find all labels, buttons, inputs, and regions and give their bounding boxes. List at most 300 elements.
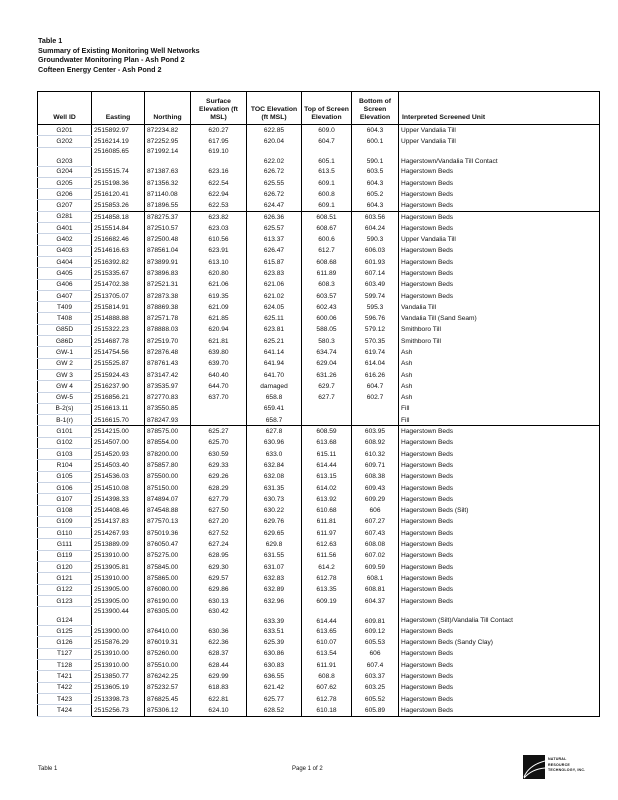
cell-easting: 2513905.00: [92, 584, 145, 595]
cell-well-id: GW 4: [38, 381, 92, 392]
cell-bottom-of-screen: 601.93: [352, 256, 399, 267]
table-row: [38, 693, 600, 704]
table-row: [38, 705, 600, 716]
cell-top-of-screen: 609.19: [302, 595, 352, 606]
cell-screened-unit: Hagerstown Beds: [399, 561, 600, 572]
cell-bottom-of-screen: 607.27: [352, 516, 399, 527]
cell-bottom-of-screen: 603.5: [352, 166, 399, 177]
cell-easting: 2513905.00: [92, 595, 145, 606]
cell-northing: 878869.38: [145, 302, 191, 313]
cell-screened-unit: Hagerstown Beds: [399, 279, 600, 290]
cell-well-id: G123: [38, 595, 92, 606]
cell-screened-unit: Upper Vandalia Till: [399, 136, 600, 147]
cell-screened-unit: Ash: [399, 369, 600, 380]
cell-toc-elevation: damaged: [247, 381, 302, 392]
cell-well-id: G203: [38, 147, 92, 166]
cell-well-id: G403: [38, 245, 92, 256]
cell-well-id: G86D: [38, 336, 92, 347]
cell-easting: 2516120.41: [92, 189, 145, 200]
table-row: [38, 561, 600, 572]
cell-bottom-of-screen: 608.92: [352, 437, 399, 448]
cell-toc-elevation: 636.55: [247, 671, 302, 682]
col-header-screened-unit: Interpreted Screened Unit: [399, 92, 600, 125]
cell-screened-unit: Ash: [399, 358, 600, 369]
table-row: [38, 539, 600, 550]
cell-northing: 872500.48: [145, 234, 191, 245]
cell-well-id: G85D: [38, 324, 92, 335]
cell-toc-elevation: 628.52: [247, 705, 302, 716]
cell-toc-elevation: 624.47: [247, 200, 302, 211]
logo-text: NATURAL RESOURCE TECHNOLOGY, INC.: [548, 757, 586, 772]
table-row: [38, 550, 600, 561]
cell-well-id: GW 3: [38, 369, 92, 380]
cell-easting: 2515892.97: [92, 125, 145, 136]
cell-easting: 2513910.00: [92, 573, 145, 584]
table-row: [38, 528, 600, 539]
cell-toc-elevation: 621.06: [247, 279, 302, 290]
col-header-easting: Easting: [92, 92, 145, 125]
table-row: [38, 584, 600, 595]
table-row: [38, 211, 600, 222]
table-row: [38, 682, 600, 693]
cell-screened-unit: Hagerstown/Vandalia Till Contact: [399, 147, 600, 166]
table-row: [38, 358, 600, 369]
cell-well-id: G122: [38, 584, 92, 595]
cell-surface-elevation: 625.70: [191, 437, 247, 448]
cell-surface-elevation: 628.44: [191, 660, 247, 671]
cell-surface-elevation: 640.40: [191, 369, 247, 380]
cell-northing: 878200.00: [145, 449, 191, 460]
cell-top-of-screen: 611.81: [302, 516, 352, 527]
table-row: [38, 671, 600, 682]
cell-surface-elevation: 627.50: [191, 505, 247, 516]
cell-easting: 2514687.78: [92, 336, 145, 347]
cell-surface-elevation: 637.70: [191, 392, 247, 403]
cell-easting: 2515525.87: [92, 358, 145, 369]
table-row: [38, 189, 600, 200]
company-logo: [523, 755, 591, 779]
cell-easting: 2514520.93: [92, 449, 145, 460]
table-row: [38, 460, 600, 471]
cell-well-id: G119: [38, 550, 92, 561]
cell-northing: 871992.14: [145, 147, 191, 166]
cell-easting: 2514137.83: [92, 516, 145, 527]
cell-toc-elevation: 625.39: [247, 637, 302, 648]
table-row: [38, 313, 600, 324]
cell-top-of-screen: 607.62: [302, 682, 352, 693]
cell-easting: 2515853.26: [92, 200, 145, 211]
col-header-bottom-of-screen: Bottom of Screen Elevation: [352, 92, 399, 125]
cell-easting: 2514754.56: [92, 347, 145, 358]
cell-top-of-screen: 608.8: [302, 671, 352, 682]
cell-screened-unit: Hagerstown Beds: [399, 460, 600, 471]
cell-surface-elevation: 610.56: [191, 234, 247, 245]
table-row: [38, 494, 600, 505]
cell-bottom-of-screen: 607.02: [352, 550, 399, 561]
cell-northing: 876410.00: [145, 626, 191, 637]
cell-well-id: T408: [38, 313, 92, 324]
cell-northing: 875865.00: [145, 573, 191, 584]
cell-easting: 2516613.11: [92, 403, 145, 414]
cell-easting: 2513398.73: [92, 693, 145, 704]
cell-well-id: G107: [38, 494, 92, 505]
cell-easting: 2514398.33: [92, 494, 145, 505]
cell-toc-elevation: 633.0: [247, 449, 302, 460]
cell-toc-elevation: 630.22: [247, 505, 302, 516]
table-row: [38, 660, 600, 671]
cell-northing: 872521.31: [145, 279, 191, 290]
cell-bottom-of-screen: 609.81: [352, 607, 399, 626]
cell-toc-elevation: 632.89: [247, 584, 302, 595]
cell-screened-unit: Hagerstown Beds: [399, 584, 600, 595]
cell-toc-elevation: 631.07: [247, 561, 302, 572]
cell-easting: 2515814.91: [92, 302, 145, 313]
cell-top-of-screen: 612.7: [302, 245, 352, 256]
cell-easting: 2515322.23: [92, 324, 145, 335]
cell-screened-unit: Smithboro Till: [399, 324, 600, 335]
cell-bottom-of-screen: 608.08: [352, 539, 399, 550]
cell-well-id: G108: [38, 505, 92, 516]
cell-top-of-screen: 613.68: [302, 437, 352, 448]
cell-surface-elevation: 622.54: [191, 177, 247, 188]
cell-surface-elevation: 639.80: [191, 347, 247, 358]
cell-surface-elevation: 617.95: [191, 136, 247, 147]
cell-top-of-screen: 629.04: [302, 358, 352, 369]
cell-toc-elevation: 623.81: [247, 324, 302, 335]
cell-top-of-screen: 610.18: [302, 705, 352, 716]
cell-surface-elevation: 620.80: [191, 268, 247, 279]
cell-bottom-of-screen: 605.89: [352, 705, 399, 716]
cell-well-id: G124: [38, 607, 92, 626]
footer-table-label: Table 1: [38, 766, 58, 772]
cell-easting: 2513889.09: [92, 539, 145, 550]
cell-northing: 875019.36: [145, 528, 191, 539]
cell-easting: 2514503.40: [92, 460, 145, 471]
cell-toc-elevation: 626.36: [247, 211, 302, 222]
cell-northing: 876080.00: [145, 584, 191, 595]
cell-toc-elevation: 630.96: [247, 437, 302, 448]
cell-surface-elevation: 629.99: [191, 671, 247, 682]
cell-screened-unit: Hagerstown Beds: [399, 189, 600, 200]
cell-surface-elevation: 622.36: [191, 637, 247, 648]
cell-northing: 871896.55: [145, 200, 191, 211]
cell-top-of-screen: 588.05: [302, 324, 352, 335]
table-row: [38, 336, 600, 347]
table-row: [38, 449, 600, 460]
cell-well-id: G125: [38, 626, 92, 637]
cell-surface-elevation: 619.10: [191, 147, 247, 166]
cell-easting: 2513900.44: [92, 607, 145, 626]
cell-toc-elevation: 626.72: [247, 166, 302, 177]
cell-northing: 876050.47: [145, 539, 191, 550]
table-row: [38, 234, 600, 245]
cell-toc-elevation: 658.8: [247, 392, 302, 403]
cell-northing: 872770.83: [145, 392, 191, 403]
cell-screened-unit: Ash: [399, 392, 600, 403]
cell-screened-unit: Hagerstown Beds: [399, 671, 600, 682]
cell-surface-elevation: 620.94: [191, 324, 247, 335]
cell-top-of-screen: 610.07: [302, 637, 352, 648]
cell-screened-unit: Hagerstown Beds: [399, 516, 600, 527]
cell-northing: 871356.32: [145, 177, 191, 188]
table-number: Table 1: [38, 36, 63, 45]
cell-surface-elevation: 623.82: [191, 211, 247, 222]
cell-screened-unit: Fill: [399, 403, 600, 414]
cell-toc-elevation: 623.83: [247, 268, 302, 279]
cell-northing: 878575.00: [145, 426, 191, 437]
cell-surface-elevation: [191, 403, 247, 414]
cell-easting: 2516856.21: [92, 392, 145, 403]
cell-toc-elevation: 613.37: [247, 234, 302, 245]
cell-northing: 872252.95: [145, 136, 191, 147]
cell-screened-unit: Upper Vandalia Till: [399, 125, 600, 136]
cell-toc-elevation: 620.04: [247, 136, 302, 147]
cell-easting: 2516392.82: [92, 256, 145, 267]
cell-northing: 874894.07: [145, 494, 191, 505]
table-row: [38, 437, 600, 448]
table-row: [38, 471, 600, 482]
cell-northing: 873550.85: [145, 403, 191, 414]
table-body: [38, 125, 600, 717]
cell-northing: 872234.82: [145, 125, 191, 136]
cell-northing: 872519.70: [145, 336, 191, 347]
cell-bottom-of-screen: 608.38: [352, 471, 399, 482]
cell-screened-unit: Upper Vandalia Till: [399, 234, 600, 245]
cell-bottom-of-screen: 609.43: [352, 482, 399, 493]
cell-surface-elevation: 622.81: [191, 693, 247, 704]
cell-northing: 872876.48: [145, 347, 191, 358]
cell-top-of-screen: 609.1: [302, 200, 352, 211]
cell-northing: 876190.00: [145, 595, 191, 606]
cell-well-id: T421: [38, 671, 92, 682]
cell-easting: 2515515.74: [92, 166, 145, 177]
cell-top-of-screen: 634.74: [302, 347, 352, 358]
cell-bottom-of-screen: 596.76: [352, 313, 399, 324]
cell-surface-elevation: 629.33: [191, 460, 247, 471]
cell-easting: 2513605.19: [92, 682, 145, 693]
cell-northing: 878554.00: [145, 437, 191, 448]
cell-well-id: B-2(s): [38, 403, 92, 414]
cell-bottom-of-screen: 605.2: [352, 189, 399, 200]
header-row: [38, 92, 600, 125]
cell-surface-elevation: 622.94: [191, 189, 247, 200]
cell-well-id: B-1(r): [38, 415, 92, 426]
cell-northing: 873147.42: [145, 369, 191, 380]
cell-top-of-screen: 612.78: [302, 693, 352, 704]
cell-top-of-screen: 603.57: [302, 290, 352, 301]
cell-easting: 2513900.00: [92, 626, 145, 637]
cell-toc-elevation: 625.55: [247, 177, 302, 188]
cell-northing: 876825.45: [145, 693, 191, 704]
plan-name: Groundwater Monitoring Plan - Ash Pond 2: [38, 55, 185, 65]
cell-toc-elevation: 630.73: [247, 494, 302, 505]
cell-top-of-screen: 608.68: [302, 256, 352, 267]
cell-surface-elevation: 639.70: [191, 358, 247, 369]
cell-well-id: T409: [38, 302, 92, 313]
cell-northing: 875510.00: [145, 660, 191, 671]
cell-toc-elevation: 626.47: [247, 245, 302, 256]
cell-bottom-of-screen: 603.37: [352, 671, 399, 682]
cell-top-of-screen: 611.89: [302, 268, 352, 279]
cell-toc-elevation: 641.70: [247, 369, 302, 380]
cell-well-id: T422: [38, 682, 92, 693]
cell-northing: 878275.37: [145, 211, 191, 222]
cell-bottom-of-screen: 616.26: [352, 369, 399, 380]
table-row: [38, 279, 600, 290]
cell-well-id: G401: [38, 223, 92, 234]
cell-well-id: G205: [38, 177, 92, 188]
cell-bottom-of-screen: 570.35: [352, 336, 399, 347]
cell-bottom-of-screen: 600.1: [352, 136, 399, 147]
table-row: [38, 505, 600, 516]
cell-northing: 877570.13: [145, 516, 191, 527]
cell-well-id: G204: [38, 166, 92, 177]
col-header-well-id: Well ID: [38, 92, 92, 125]
cell-well-id: T127: [38, 648, 92, 659]
cell-screened-unit: Hagerstown Beds: [399, 200, 600, 211]
table-title: Summary of Existing Monitoring Well Networks: [38, 45, 200, 55]
cell-top-of-screen: 609.1: [302, 177, 352, 188]
cell-top-of-screen: 613.15: [302, 471, 352, 482]
cell-top-of-screen: 613.35: [302, 584, 352, 595]
cell-surface-elevation: 621.06: [191, 279, 247, 290]
cell-surface-elevation: 613.10: [191, 256, 247, 267]
cell-well-id: T423: [38, 693, 92, 704]
cell-screened-unit: Vandalia Till: [399, 302, 600, 313]
cell-top-of-screen: [302, 415, 352, 426]
cell-well-id: G207: [38, 200, 92, 211]
cell-top-of-screen: 614.44: [302, 607, 352, 626]
table-row: [38, 324, 600, 335]
cell-well-id: G106: [38, 482, 92, 493]
cell-well-id: G202: [38, 136, 92, 147]
cell-toc-elevation: 626.72: [247, 189, 302, 200]
cell-surface-elevation: 621.85: [191, 313, 247, 324]
cell-bottom-of-screen: 605.52: [352, 693, 399, 704]
cell-well-id: GW 2: [38, 358, 92, 369]
cell-top-of-screen: 627.7: [302, 392, 352, 403]
cell-well-id: G120: [38, 561, 92, 572]
cell-toc-elevation: 631.35: [247, 482, 302, 493]
cell-easting: 2516682.46: [92, 234, 145, 245]
cell-toc-elevation: 630.83: [247, 660, 302, 671]
cell-bottom-of-screen: 590.1: [352, 147, 399, 166]
cell-surface-elevation: 628.37: [191, 648, 247, 659]
cell-top-of-screen: 610.68: [302, 505, 352, 516]
cell-surface-elevation: 627.52: [191, 528, 247, 539]
cell-toc-elevation: 615.87: [247, 256, 302, 267]
cell-easting: 2514858.18: [92, 211, 145, 222]
cell-bottom-of-screen: 590.3: [352, 234, 399, 245]
cell-surface-elevation: 623.91: [191, 245, 247, 256]
table-row: [38, 125, 600, 136]
cell-top-of-screen: [302, 403, 352, 414]
cell-easting: 2515256.73: [92, 705, 145, 716]
cell-toc-elevation: 659.41: [247, 403, 302, 414]
table-row: [38, 607, 600, 626]
cell-bottom-of-screen: 579.12: [352, 324, 399, 335]
cell-toc-elevation: 630.86: [247, 648, 302, 659]
cell-top-of-screen: 611.91: [302, 660, 352, 671]
cell-bottom-of-screen: 606: [352, 505, 399, 516]
cell-toc-elevation: 622.85: [247, 125, 302, 136]
cell-toc-elevation: 632.96: [247, 595, 302, 606]
table-row: [38, 381, 600, 392]
cell-top-of-screen: 614.44: [302, 460, 352, 471]
cell-bottom-of-screen: 603.49: [352, 279, 399, 290]
cell-easting: 2516615.70: [92, 415, 145, 426]
cell-screened-unit: Hagerstown Beds: [399, 290, 600, 301]
cell-top-of-screen: 631.26: [302, 369, 352, 380]
cell-easting: 2513910.00: [92, 660, 145, 671]
cell-surface-elevation: 620.27: [191, 125, 247, 136]
cell-screened-unit: Hagerstown Beds (Silt): [399, 505, 600, 516]
table-row: [38, 147, 600, 166]
cell-screened-unit: Vandalia Till (Sand Seam): [399, 313, 600, 324]
monitoring-well-table: [37, 91, 600, 717]
cell-surface-elevation: 628.95: [191, 550, 247, 561]
cell-top-of-screen: 605.1: [302, 147, 352, 166]
cell-bottom-of-screen: [352, 415, 399, 426]
cell-surface-elevation: 622.53: [191, 200, 247, 211]
cell-northing: 872571.78: [145, 313, 191, 324]
site-name: Cofteen Energy Center - Ash Pond 2: [38, 64, 162, 74]
cell-well-id: G126: [38, 637, 92, 648]
cell-bottom-of-screen: 603.95: [352, 426, 399, 437]
table-row: [38, 166, 600, 177]
cell-top-of-screen: 611.56: [302, 550, 352, 561]
cell-well-id: G111: [38, 539, 92, 550]
cell-toc-elevation: 632.83: [247, 573, 302, 584]
cell-top-of-screen: 613.5: [302, 166, 352, 177]
cell-surface-elevation: 627.20: [191, 516, 247, 527]
cell-northing: 875306.12: [145, 705, 191, 716]
cell-well-id: G101: [38, 426, 92, 437]
cell-well-id: T128: [38, 660, 92, 671]
table-row: [38, 302, 600, 313]
cell-northing: 878888.03: [145, 324, 191, 335]
cell-surface-elevation: 625.27: [191, 426, 247, 437]
table-row: [38, 415, 600, 426]
cell-screened-unit: Hagerstown Beds: [399, 660, 600, 671]
cell-toc-elevation: 621.02: [247, 290, 302, 301]
table-row: [38, 595, 600, 606]
cell-northing: 875260.00: [145, 648, 191, 659]
cell-surface-elevation: 644.70: [191, 381, 247, 392]
cell-toc-elevation: 631.55: [247, 550, 302, 561]
table-row: [38, 626, 600, 637]
cell-screened-unit: Fill: [399, 415, 600, 426]
cell-northing: 875857.80: [145, 460, 191, 471]
cell-top-of-screen: 612.63: [302, 539, 352, 550]
cell-bottom-of-screen: 609.59: [352, 561, 399, 572]
cell-bottom-of-screen: 606: [352, 648, 399, 659]
cell-easting: 2515335.67: [92, 268, 145, 279]
cell-easting: 2513905.81: [92, 561, 145, 572]
cell-well-id: G404: [38, 256, 92, 267]
col-header-top-of-screen: Top of Screen Elevation: [302, 92, 352, 125]
cell-easting: 2513705.07: [92, 290, 145, 301]
cell-screened-unit: Hagerstown Beds: [399, 223, 600, 234]
cell-bottom-of-screen: 604.3: [352, 200, 399, 211]
cell-screened-unit: Hagerstown Beds: [399, 177, 600, 188]
cell-surface-elevation: 629.57: [191, 573, 247, 584]
cell-bottom-of-screen: 604.3: [352, 125, 399, 136]
cell-well-id: GW-1: [38, 347, 92, 358]
cell-easting: 2514215.00: [92, 426, 145, 437]
cell-well-id: G281: [38, 211, 92, 222]
cell-screened-unit: Hagerstown Beds: [399, 682, 600, 693]
